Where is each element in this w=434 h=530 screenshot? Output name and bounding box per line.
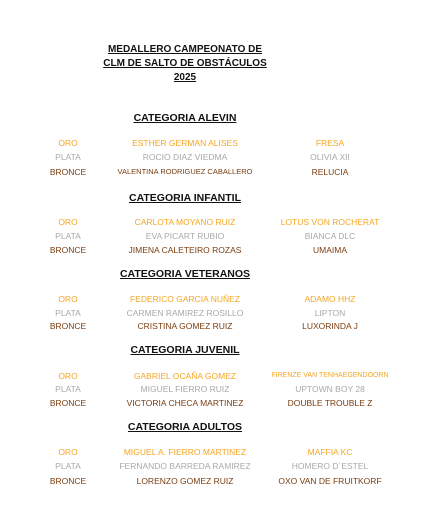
medal-label: ORO <box>58 138 78 148</box>
document-title <box>90 43 280 85</box>
medal-row <box>0 476 434 490</box>
medal-label: BRONCE <box>49 245 87 255</box>
medal-row <box>0 384 434 398</box>
medal-label: ORO <box>58 217 78 227</box>
medal-label: BRONCE <box>49 476 87 486</box>
medal-row <box>0 398 434 412</box>
medal-row <box>0 461 434 475</box>
horse-name: FRESA <box>315 138 345 148</box>
category-heading-veteranos: CATEGORIA VETERANOS <box>119 268 251 280</box>
medal-label: ORO <box>58 294 78 304</box>
horse-name: HOMERO D´ESTEL <box>291 461 369 471</box>
horse-name: FIRENZE VAN TENHAEGENDOORN <box>271 372 389 379</box>
rider-name: LORENZO GOMEZ RUIZ <box>136 476 234 486</box>
title-line-3: 2025 <box>173 72 197 83</box>
medal-row <box>0 447 434 461</box>
medal-row <box>0 152 434 166</box>
rider-name: ESTHER GERMAN ALISES <box>132 138 238 148</box>
medal-label: BRONCE <box>49 321 87 331</box>
horse-name: ADAMO HHZ <box>304 294 356 304</box>
rider-name: ROCIO DIAZ VIEDMA <box>142 152 228 162</box>
rider-name: FEDERICO GARCIA NUÑEZ <box>129 294 241 304</box>
horse-name: UPTOWN BOY 28 <box>295 384 365 394</box>
category-heading-juvenil: CATEGORIA JUVENIL <box>130 344 240 356</box>
title-line-2: CLM DE SALTO DE OBSTÁCULOS <box>103 58 267 69</box>
medal-label: PLATA <box>55 461 81 471</box>
category-heading-adultos: CATEGORIA ADULTOS <box>127 421 243 433</box>
medal-label: ORO <box>58 371 78 381</box>
horse-name: OLIVIA XII <box>310 152 350 162</box>
horse-name: BIANCA DLC <box>304 231 356 241</box>
category-heading-infantil: CATEGORIA INFANTIL <box>129 192 241 204</box>
medal-label: PLATA <box>55 384 81 394</box>
rider-name: FERNANDO BARREDA RAMIREZ <box>119 461 251 471</box>
medal-row <box>0 321 434 335</box>
medal-label: PLATA <box>55 231 81 241</box>
horse-name: RELUCIA <box>311 167 349 177</box>
horse-name: DOUBLE TROUBLE Z <box>287 398 373 408</box>
medal-label: ORO <box>58 447 78 457</box>
medal-row <box>0 217 434 231</box>
rider-name: VALENTINA RODRIGUEZ CABALLERO <box>117 167 253 176</box>
rider-name: MIGUEL A. FIERRO MARTINEZ <box>123 447 247 457</box>
medal-label: PLATA <box>55 308 81 318</box>
rider-name: CARLOTA MOYANO RUIZ <box>134 217 236 227</box>
medal-label: BRONCE <box>49 167 87 177</box>
horse-name: UMAIMA <box>313 245 347 255</box>
medal-row <box>0 231 434 245</box>
rider-name: CRISTINA GOMEZ RUIZ <box>137 321 233 331</box>
medal-row <box>0 138 434 152</box>
rider-name: VICTORIA CHECA MARTINEZ <box>126 398 244 408</box>
medal-row <box>0 167 434 181</box>
title-line-1: MEDALLERO CAMPEONATO DE <box>107 44 263 55</box>
rider-name: MIGUEL FIERRO RUIZ <box>140 384 230 394</box>
horse-name: LUXORINDA J <box>302 321 358 331</box>
medal-row <box>0 371 434 385</box>
horse-name: LOTUS VON ROCHERAT <box>280 217 380 227</box>
medal-row <box>0 308 434 322</box>
horse-name: OXO VAN DE FRUITKORF <box>278 476 382 486</box>
category-heading-alevin: CATEGORIA ALEVIN <box>133 112 237 124</box>
rider-name: JIMENA CALETEIRO ROZAS <box>128 245 242 255</box>
medal-row <box>0 294 434 308</box>
medal-label: BRONCE <box>49 398 87 408</box>
rider-name: EVA PICART RUBIO <box>145 231 225 241</box>
rider-name: GABRIEL OCAÑA GOMEZ <box>133 371 237 381</box>
medal-label: PLATA <box>55 152 81 162</box>
horse-name: MAFFIA KC <box>307 447 353 457</box>
medal-row <box>0 245 434 259</box>
rider-name: CARMEN RAMIREZ ROSILLO <box>126 308 244 318</box>
horse-name: LIPTON <box>314 308 346 318</box>
